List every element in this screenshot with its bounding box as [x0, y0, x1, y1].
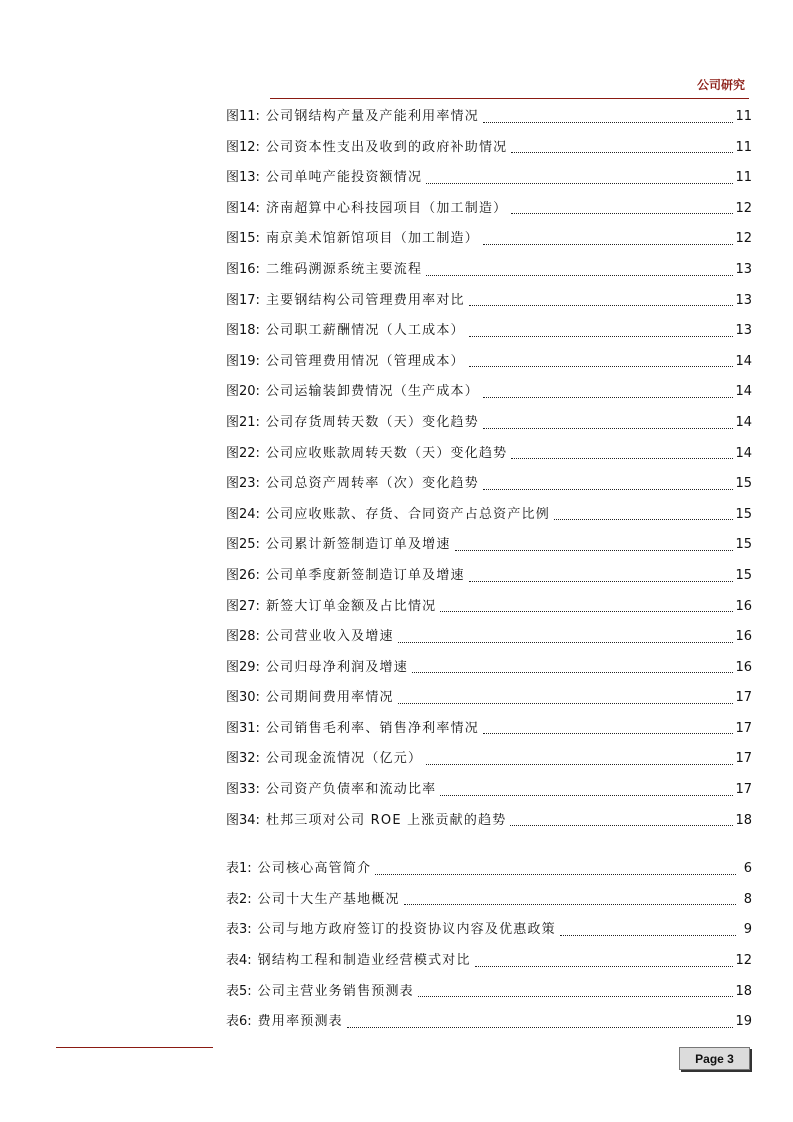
toc-entry[interactable] — [226, 255, 752, 286]
toc-entry-prefix: 图 — [226, 782, 240, 798]
toc-dot-leader — [483, 428, 734, 429]
toc-entry[interactable] — [226, 347, 752, 378]
toc-entry-prefix: 图 — [226, 445, 240, 461]
toc-entry[interactable] — [226, 408, 752, 439]
toc-entry-page: 15 — [735, 506, 752, 522]
toc-entry[interactable] — [226, 133, 752, 164]
toc-entry-page: 16 — [735, 659, 752, 675]
toc-entry-title: 公司主营业务销售预测表 — [257, 983, 414, 999]
toc-entry-page: 17 — [735, 782, 752, 798]
toc-entry-page: 11 — [735, 170, 752, 186]
toc-entry[interactable] — [226, 714, 752, 745]
toc-entry[interactable] — [226, 653, 752, 684]
toc-entry-number: 24: — [239, 506, 260, 522]
toc-entry[interactable] — [226, 469, 752, 500]
toc-entry-page: 14 — [735, 353, 752, 369]
toc-entry-page: 16 — [735, 629, 752, 645]
toc-entry-number: 2: — [239, 891, 252, 907]
toc-entry-page: 18 — [735, 812, 752, 828]
toc-dot-leader — [426, 183, 733, 184]
toc-entry-page: 12 — [735, 953, 752, 969]
toc-entry-number: 23: — [239, 476, 260, 492]
toc-dot-leader — [483, 733, 734, 734]
toc-entry-page: 12 — [735, 200, 752, 216]
toc-dot-leader — [440, 611, 733, 612]
table-list — [226, 854, 752, 1038]
toc-dot-leader — [404, 904, 736, 905]
toc-entry-title: 公司单季度新签制造订单及增速 — [265, 567, 465, 583]
toc-entry[interactable] — [226, 377, 752, 408]
toc-entry[interactable] — [226, 915, 752, 946]
toc-entry-page: 11 — [735, 139, 752, 155]
toc-entry-title: 费用率预测表 — [257, 1014, 343, 1030]
toc-entry-page: 17 — [735, 751, 752, 767]
toc-entry-number: 5: — [239, 983, 252, 999]
toc-entry-prefix: 图 — [226, 231, 240, 247]
toc-entry-prefix: 图 — [226, 109, 240, 124]
toc-entry-prefix: 图 — [226, 812, 240, 828]
toc-entry-page: 13 — [735, 323, 752, 339]
toc-entry-page: 17 — [735, 720, 752, 736]
toc-entry-prefix: 图 — [226, 537, 240, 553]
toc-entry-page: 15 — [735, 476, 752, 492]
toc-dot-leader — [511, 213, 733, 214]
toc-dot-leader — [511, 152, 733, 153]
toc-dot-leader — [511, 458, 733, 459]
header-divider — [270, 98, 749, 99]
toc-entry-prefix: 图 — [226, 629, 240, 645]
toc-entry-number: 34: — [239, 812, 260, 828]
toc-entry[interactable] — [226, 102, 752, 133]
toc-entry-page: 11 — [735, 109, 752, 124]
toc-entry-number: 32: — [239, 751, 260, 767]
toc-entry-title: 公司单吨产能投资额情况 — [265, 170, 423, 186]
toc-entry[interactable] — [226, 500, 752, 531]
toc-entry-title: 公司资本性支出及收到的政府补助情况 — [265, 139, 508, 155]
toc-dot-leader — [469, 305, 734, 306]
toc-dot-leader — [347, 1027, 734, 1028]
toc-entry-title: 公司营业收入及增速 — [265, 629, 394, 645]
toc-dot-leader — [469, 336, 734, 337]
toc-entry-number: 4: — [239, 953, 252, 969]
toc-entry[interactable] — [226, 622, 752, 653]
toc-entry[interactable] — [226, 854, 752, 885]
toc-entry-prefix: 图 — [226, 292, 240, 308]
footer-divider — [56, 1047, 213, 1048]
toc-dot-leader — [426, 764, 733, 765]
toc-entry-page: 13 — [735, 292, 752, 308]
toc-entry-page: 14 — [735, 414, 752, 430]
toc-entry-title: 新签大订单金额及占比情况 — [265, 598, 437, 614]
toc-entry-number: 21: — [239, 414, 260, 430]
toc-entry-title: 公司总资产周转率（次）变化趋势 — [265, 476, 479, 492]
toc-entry-title: 公司应收账款、存货、合同资产占总资产比例 — [265, 506, 550, 522]
list-spacer — [226, 836, 752, 854]
toc-entry-number: 27: — [239, 598, 260, 614]
toc-entry-title: 公司钢结构产量及产能利用率情况 — [265, 109, 479, 124]
toc-entry-prefix: 图 — [226, 690, 240, 706]
toc-entry-prefix: 图 — [226, 170, 240, 186]
toc-entry-page: 19 — [735, 1014, 752, 1030]
toc-dot-leader — [426, 275, 733, 276]
toc-entry-prefix: 图 — [226, 384, 240, 400]
table-of-contents — [226, 102, 752, 1038]
toc-entry[interactable] — [226, 775, 752, 806]
toc-entry-page: 12 — [735, 231, 752, 247]
toc-dot-leader — [455, 550, 734, 551]
toc-entry-prefix: 表 — [226, 922, 240, 938]
toc-entry-prefix: 图 — [226, 598, 240, 614]
toc-entry[interactable] — [226, 806, 752, 837]
toc-entry[interactable] — [226, 683, 752, 714]
toc-dot-leader — [483, 397, 734, 398]
toc-entry[interactable] — [226, 224, 752, 255]
toc-dot-leader — [375, 874, 736, 875]
toc-dot-leader — [440, 795, 733, 796]
toc-dot-leader — [510, 825, 733, 826]
toc-dot-leader — [475, 966, 734, 967]
toc-entry-prefix: 表 — [226, 861, 240, 877]
toc-entry-prefix: 图 — [226, 567, 240, 583]
page-number-badge: Page 3 — [679, 1047, 750, 1070]
toc-entry-prefix: 图 — [226, 751, 240, 767]
toc-entry-prefix: 图 — [226, 720, 240, 736]
toc-entry[interactable] — [226, 439, 752, 470]
toc-entry-number: 22: — [239, 445, 260, 461]
toc-entry-title: 公司职工薪酬情况（人工成本） — [265, 323, 465, 339]
toc-entry-prefix: 表 — [226, 1014, 240, 1030]
toc-entry-prefix: 图 — [226, 139, 240, 155]
toc-entry-number: 11: — [239, 109, 260, 124]
toc-entry[interactable] — [226, 316, 752, 347]
toc-entry-number: 13: — [239, 170, 260, 186]
toc-entry[interactable] — [226, 194, 752, 225]
toc-dot-leader — [554, 519, 734, 520]
toc-entry-number: 18: — [239, 323, 260, 339]
toc-entry[interactable] — [226, 286, 752, 317]
toc-entry-title: 公司十大生产基地概况 — [257, 891, 400, 907]
toc-entry-page: 14 — [735, 445, 752, 461]
toc-entry-page: 14 — [735, 384, 752, 400]
toc-entry-prefix: 表 — [226, 983, 240, 999]
toc-entry-number: 25: — [239, 537, 260, 553]
toc-entry-title: 主要钢结构公司管理费用率对比 — [265, 292, 465, 308]
figure-list — [226, 102, 752, 836]
toc-dot-leader — [483, 122, 734, 123]
toc-entry-prefix: 图 — [226, 200, 240, 216]
toc-entry-page: 15 — [735, 537, 752, 553]
toc-entry-number: 30: — [239, 690, 260, 706]
toc-entry-page: 16 — [735, 598, 752, 614]
toc-entry-title: 二维码溯源系统主要流程 — [265, 261, 423, 277]
toc-entry-number: 12: — [239, 139, 260, 155]
toc-entry-page: 17 — [735, 690, 752, 706]
toc-entry-number: 26: — [239, 567, 260, 583]
toc-entry-number: 19: — [239, 353, 260, 369]
toc-entry-title: 南京美术馆新馆项目（加工制造） — [265, 231, 479, 247]
toc-entry-number: 28: — [239, 629, 260, 645]
toc-dot-leader — [418, 996, 734, 997]
toc-entry-prefix: 图 — [226, 414, 240, 430]
toc-entry-number: 14: — [239, 200, 260, 216]
header-section-label: 公司研究 — [696, 78, 745, 92]
toc-entry-title: 公司归母净利润及增速 — [265, 659, 408, 675]
toc-entry-page: 18 — [735, 983, 752, 999]
toc-entry-prefix: 表 — [226, 953, 240, 969]
toc-entry-title: 钢结构工程和制造业经营模式对比 — [257, 953, 471, 969]
toc-entry-title: 济南超算中心科技园项目（加工制造） — [265, 200, 508, 216]
toc-entry-prefix: 图 — [226, 353, 240, 369]
toc-entry-page: 13 — [735, 261, 752, 277]
toc-dot-leader — [398, 703, 734, 704]
toc-entry-title: 公司资产负债率和流动比率 — [265, 782, 437, 798]
toc-entry-page: 6 — [743, 861, 752, 877]
toc-dot-leader — [560, 935, 736, 936]
toc-entry-prefix: 图 — [226, 476, 240, 492]
toc-entry-prefix: 图 — [226, 506, 240, 522]
toc-entry[interactable] — [226, 1007, 752, 1038]
toc-entry-prefix: 表 — [226, 891, 240, 907]
toc-entry-title: 公司期间费用率情况 — [265, 690, 394, 706]
toc-dot-leader — [469, 366, 734, 367]
toc-entry-title: 杜邦三项对公司 ROE 上涨贡献的趋势 — [265, 812, 507, 828]
toc-entry-title: 公司应收账款周转天数（天）变化趋势 — [265, 445, 508, 461]
toc-entry-title: 公司销售毛利率、销售净利率情况 — [265, 720, 479, 736]
toc-dot-leader — [398, 642, 734, 643]
toc-entry-title: 公司核心高管简介 — [257, 861, 372, 877]
toc-dot-leader — [483, 244, 734, 245]
toc-entry-number: 20: — [239, 384, 260, 400]
toc-entry-number: 17: — [239, 292, 260, 308]
toc-dot-leader — [483, 489, 734, 490]
toc-dot-leader — [469, 581, 734, 582]
toc-entry[interactable] — [226, 885, 752, 916]
toc-entry[interactable] — [226, 592, 752, 623]
toc-entry-title: 公司与地方政府签订的投资协议内容及优惠政策 — [257, 922, 556, 938]
toc-entry-number: 29: — [239, 659, 260, 675]
toc-entry-prefix: 图 — [226, 659, 240, 675]
toc-entry[interactable] — [226, 530, 752, 561]
toc-entry-title: 公司管理费用情况（管理成本） — [265, 353, 465, 369]
toc-dot-leader — [412, 672, 734, 673]
toc-entry-page: 15 — [735, 567, 752, 583]
toc-entry[interactable] — [226, 561, 752, 592]
toc-entry-number: 3: — [239, 922, 252, 938]
toc-entry-title: 公司存货周转天数（天）变化趋势 — [265, 414, 479, 430]
toc-entry-page: 9 — [743, 922, 752, 938]
toc-entry-title: 公司现金流情况（亿元） — [265, 751, 423, 767]
toc-entry[interactable] — [226, 946, 752, 977]
toc-entry-number: 1: — [239, 861, 252, 877]
toc-entry[interactable] — [226, 977, 752, 1008]
toc-entry-number: 15: — [239, 231, 260, 247]
toc-entry-page: 8 — [743, 891, 752, 907]
toc-entry-prefix: 图 — [226, 261, 240, 277]
toc-entry-number: 31: — [239, 720, 260, 736]
toc-entry-title: 公司累计新签制造订单及增速 — [265, 537, 451, 553]
toc-entry[interactable] — [226, 744, 752, 775]
toc-entry[interactable] — [226, 163, 752, 194]
toc-entry-number: 33: — [239, 782, 260, 798]
toc-entry-prefix: 图 — [226, 323, 240, 339]
toc-entry-number: 16: — [239, 261, 260, 277]
toc-entry-number: 6: — [239, 1014, 252, 1030]
toc-entry-title: 公司运输装卸费情况（生产成本） — [265, 384, 479, 400]
